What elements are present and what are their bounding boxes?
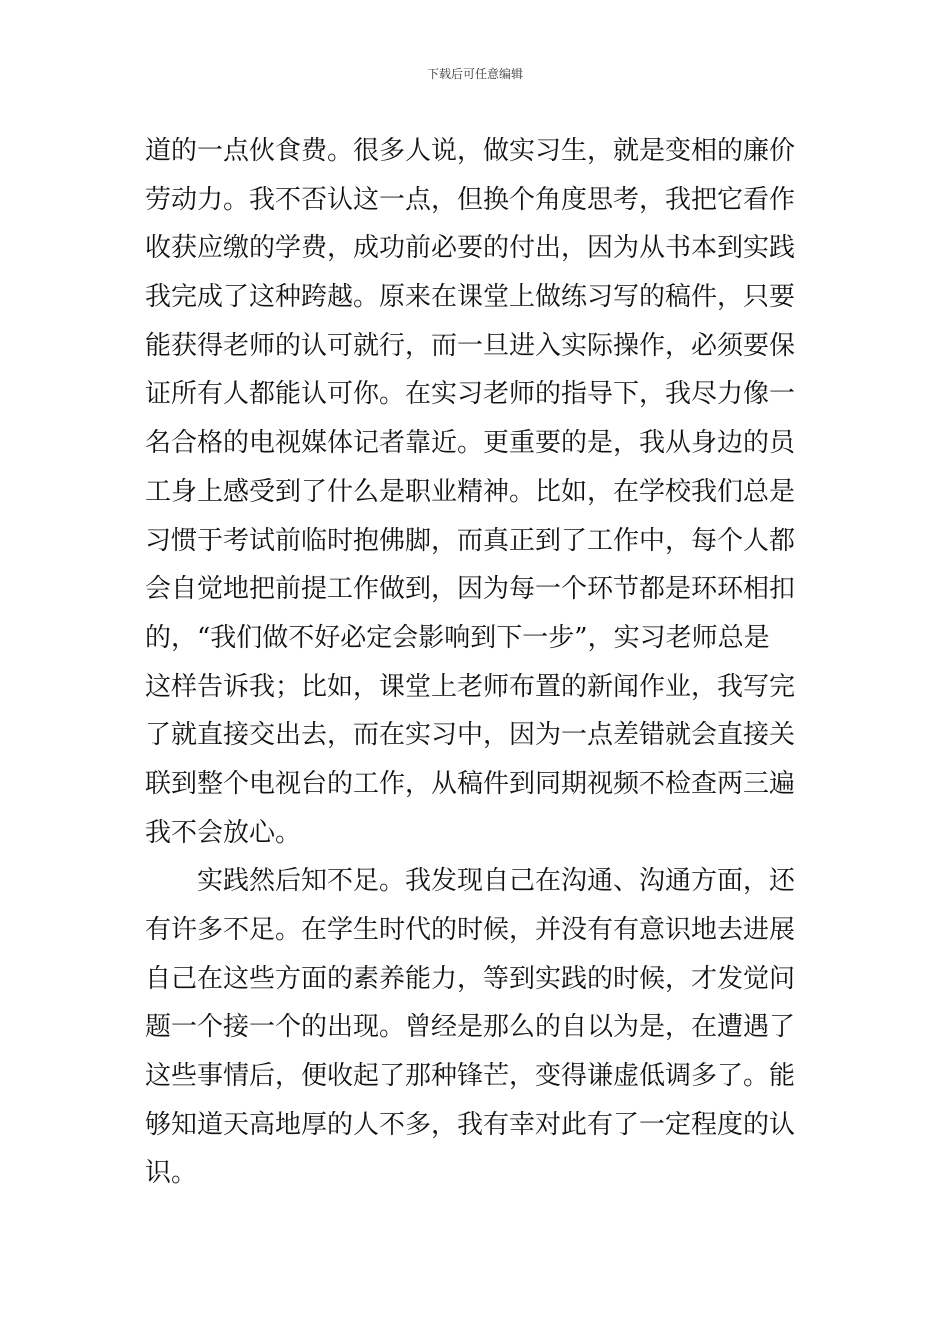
body-text	[145, 127, 810, 1198]
text-line: 能获得老师的认可就行，而一旦进入实际操作，必须要保	[145, 330, 796, 361]
text-line: 了就直接交出去，而在实习中，因为一点差错就会直接关	[145, 720, 796, 751]
text-line: 这样告诉我；比如，课堂上老师布置的新闻作业，我写完	[145, 671, 796, 702]
text-line: 联到整个电视台的工作，从稿件到同期视频不检查两三遍	[145, 768, 796, 799]
text-line: 有许多不足。在学生时代的时候，并没有有意识地去进展	[145, 915, 796, 945]
text-line: 这些事情后，便收起了那种锋芒，变得谦虚低调多了。能	[145, 1061, 796, 1092]
paragraph-1	[145, 127, 810, 857]
text-line: 工身上感受到了什么是职业精神。比如，在学校我们总是	[145, 476, 796, 507]
text-line: 够知道天高地厚的人不多，我有幸对此有了一定程度的认	[145, 1109, 796, 1140]
text-line: 的，“我们做不好必定会影响到下一步”，实习老师总是	[145, 622, 770, 653]
text-line: 我不会放心。	[145, 817, 302, 848]
page-header: 下载后可任意编辑	[426, 67, 523, 81]
text-line: 我完成了这种跨越。原来在课堂上做练习写的稿件，只要	[145, 282, 796, 313]
text-line: 自己在这些方面的素养能力，等到实践的时候，才发觉问	[145, 963, 796, 994]
text-line: 会自觉地把前提工作做到，因为每一个环节都是环环相扣	[145, 574, 796, 605]
text-line: 收获应缴的学费，成功前必要的付出，因为从书本到实践	[145, 233, 796, 264]
text-line: 识。	[145, 1158, 198, 1189]
text-line: 实践然后知不足。我发现自己在沟通、沟通方面，还	[197, 866, 796, 897]
text-line: 习惯于考试前临时抱佛脚，而真正到了工作中，每个人都	[145, 525, 796, 556]
text-line: 名合格的电视媒体记者靠近。更重要的是，我从身边的员	[145, 428, 796, 459]
text-line: 劳动力。我不否认这一点，但换个角度思考，我把它看作	[145, 184, 796, 215]
text-line: 题一个接一个的出现。曾经是那么的自以为是，在遭遇了	[145, 1012, 796, 1043]
paragraph-2	[145, 857, 810, 1198]
text-line: 道的一点伙食费。很多人说，做实习生，就是变相的廉价	[145, 136, 796, 166]
text-line: 证所有人都能认可你。在实习老师的指导下，我尽力像一	[145, 379, 796, 410]
